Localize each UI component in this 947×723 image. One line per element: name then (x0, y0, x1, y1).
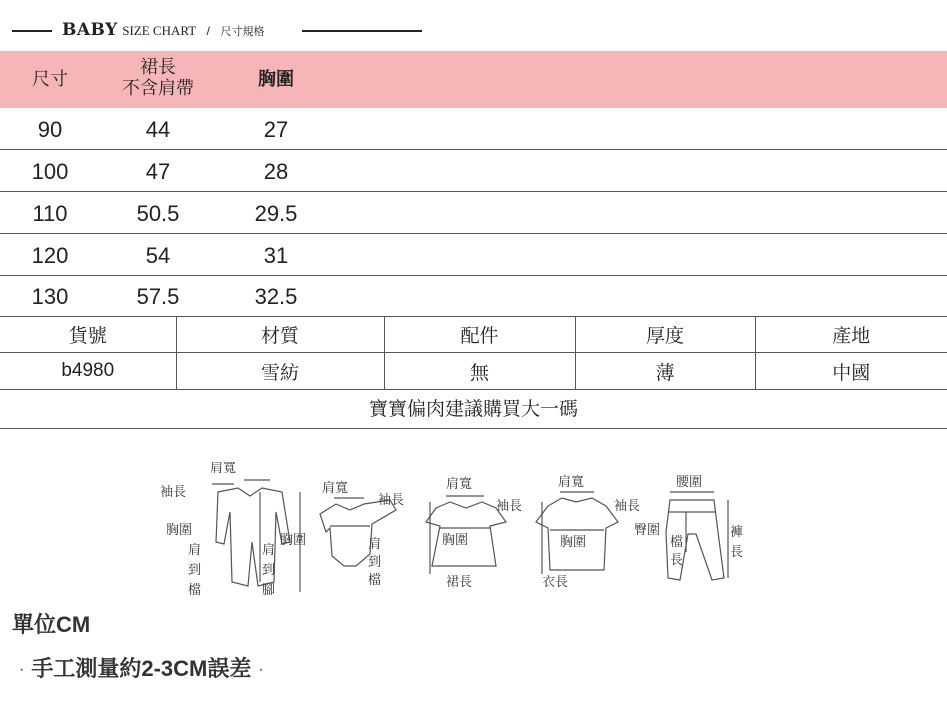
cell-size: 110 (32, 201, 68, 226)
cell-length: 44 (145, 117, 171, 142)
header-length (100, 57, 216, 99)
romper-label-to2: 到 (262, 563, 276, 578)
attribute-value-row (0, 353, 947, 390)
dress-labels (442, 477, 522, 590)
romper-label-shoulder3: 肩 (262, 543, 276, 558)
cell-chest: 32.5 (254, 284, 298, 309)
top-label-shoulder: 肩寬 (558, 475, 585, 490)
pants-label-hip: 臀圍 (634, 523, 661, 538)
attr-header-thickness: 厚度 (575, 316, 755, 353)
attr-value-origin: 中國 (755, 353, 947, 390)
pants-label-length2: 長 (730, 545, 744, 560)
cell-chest: 28 (263, 159, 289, 184)
cell-chest: 27 (263, 117, 289, 142)
table-row (0, 108, 947, 150)
top-label-length: 衣長 (542, 575, 569, 590)
attr-header-item-no: 貨號 (0, 316, 176, 353)
cn-title-label: 尺寸規格 (220, 26, 265, 38)
romper-labels (160, 462, 275, 598)
bodysuit-label-sleeve: 袖長 (378, 493, 405, 508)
romper-label-to: 到 (188, 563, 202, 578)
attr-value-thickness: 薄 (575, 353, 755, 390)
cell-size: 90 (37, 117, 63, 142)
romper-label-foot: 腳 (262, 583, 276, 598)
pants-labels (634, 475, 743, 568)
header-length-line1: 裙長 (140, 57, 176, 77)
bodysuit-labels (280, 481, 404, 588)
title-right-rule (302, 30, 422, 32)
attr-value-item-no: b4980 (0, 353, 176, 390)
table-row (0, 150, 947, 192)
error-note-dot-left: · (18, 656, 26, 681)
title-text (62, 20, 264, 40)
bodysuit-label-chest: 胸圍 (280, 533, 307, 548)
bodysuit-label-shoulder: 肩寬 (322, 481, 349, 496)
cell-length: 54 (145, 243, 171, 268)
dress-label-length: 裙長 (446, 575, 473, 590)
cell-length: 57.5 (136, 284, 180, 309)
pants-label-length1: 褲 (730, 525, 744, 540)
unit-label: 單位CM (12, 612, 91, 637)
top-label-sleeve: 袖長 (614, 499, 641, 514)
bodysuit-label-shoulder2: 肩 (368, 537, 382, 552)
cell-chest: 29.5 (254, 201, 298, 226)
pants-label-waist: 腰圍 (676, 475, 703, 490)
romper-label-sleeve: 袖長 (160, 485, 187, 500)
title-separator: / (206, 24, 210, 38)
dress-label-chest: 胸圍 (442, 533, 469, 548)
cell-size: 120 (31, 243, 69, 268)
pants-label-rise2: 長 (670, 553, 684, 568)
size-chart-title (12, 18, 422, 44)
size-table-header (0, 51, 947, 108)
header-length-line2: 不含肩帶 (122, 78, 194, 98)
table-row (0, 275, 947, 317)
dress-label-sleeve: 袖長 (496, 499, 523, 514)
cell-length: 50.5 (136, 201, 180, 226)
table-row (0, 192, 947, 234)
bodysuit-diagram-icon (320, 498, 396, 566)
cell-length: 47 (145, 159, 171, 184)
brand-label: BABY (62, 20, 118, 40)
measurement-error-note (12, 652, 271, 683)
romper-label-chest: 胸圍 (166, 523, 193, 538)
dress-label-shoulder: 肩寬 (446, 477, 473, 492)
header-chest: 胸圍 (258, 69, 294, 89)
cell-chest: 31 (263, 243, 289, 268)
romper-label-shoulder2: 肩 (188, 543, 202, 558)
top-diagram-icon (536, 492, 618, 574)
error-note-dot-right: · (257, 656, 265, 681)
title-left-rule (12, 30, 52, 32)
top-label-chest: 胸圍 (560, 535, 587, 550)
pants-label-rise1: 檔 (670, 535, 684, 550)
header-size: 尺寸 (32, 69, 68, 89)
attr-header-accessories: 配件 (384, 316, 575, 353)
attr-value-accessories: 無 (384, 353, 575, 390)
attr-header-origin: 產地 (755, 316, 947, 353)
attribute-table (0, 316, 947, 390)
subtitle-label: SIZE CHART (122, 23, 197, 38)
cell-size: 130 (31, 284, 69, 309)
cell-size: 100 (31, 159, 69, 184)
romper-label-crotch: 檔 (188, 583, 202, 598)
size-advice-note: 寶寶偏肉建議購買大一碼 (0, 392, 947, 429)
bodysuit-label-crotch: 檔 (368, 573, 382, 588)
table-row (0, 234, 947, 276)
attr-value-material: 雪紡 (176, 353, 384, 390)
measurement-diagrams (150, 462, 750, 602)
attribute-header-row (0, 316, 947, 353)
romper-label-shoulder: 肩寬 (210, 462, 237, 476)
error-note-text: 手工測量約2-3CM誤差 (31, 656, 252, 681)
bodysuit-label-to: 到 (368, 555, 382, 570)
attr-header-material: 材質 (176, 316, 384, 353)
